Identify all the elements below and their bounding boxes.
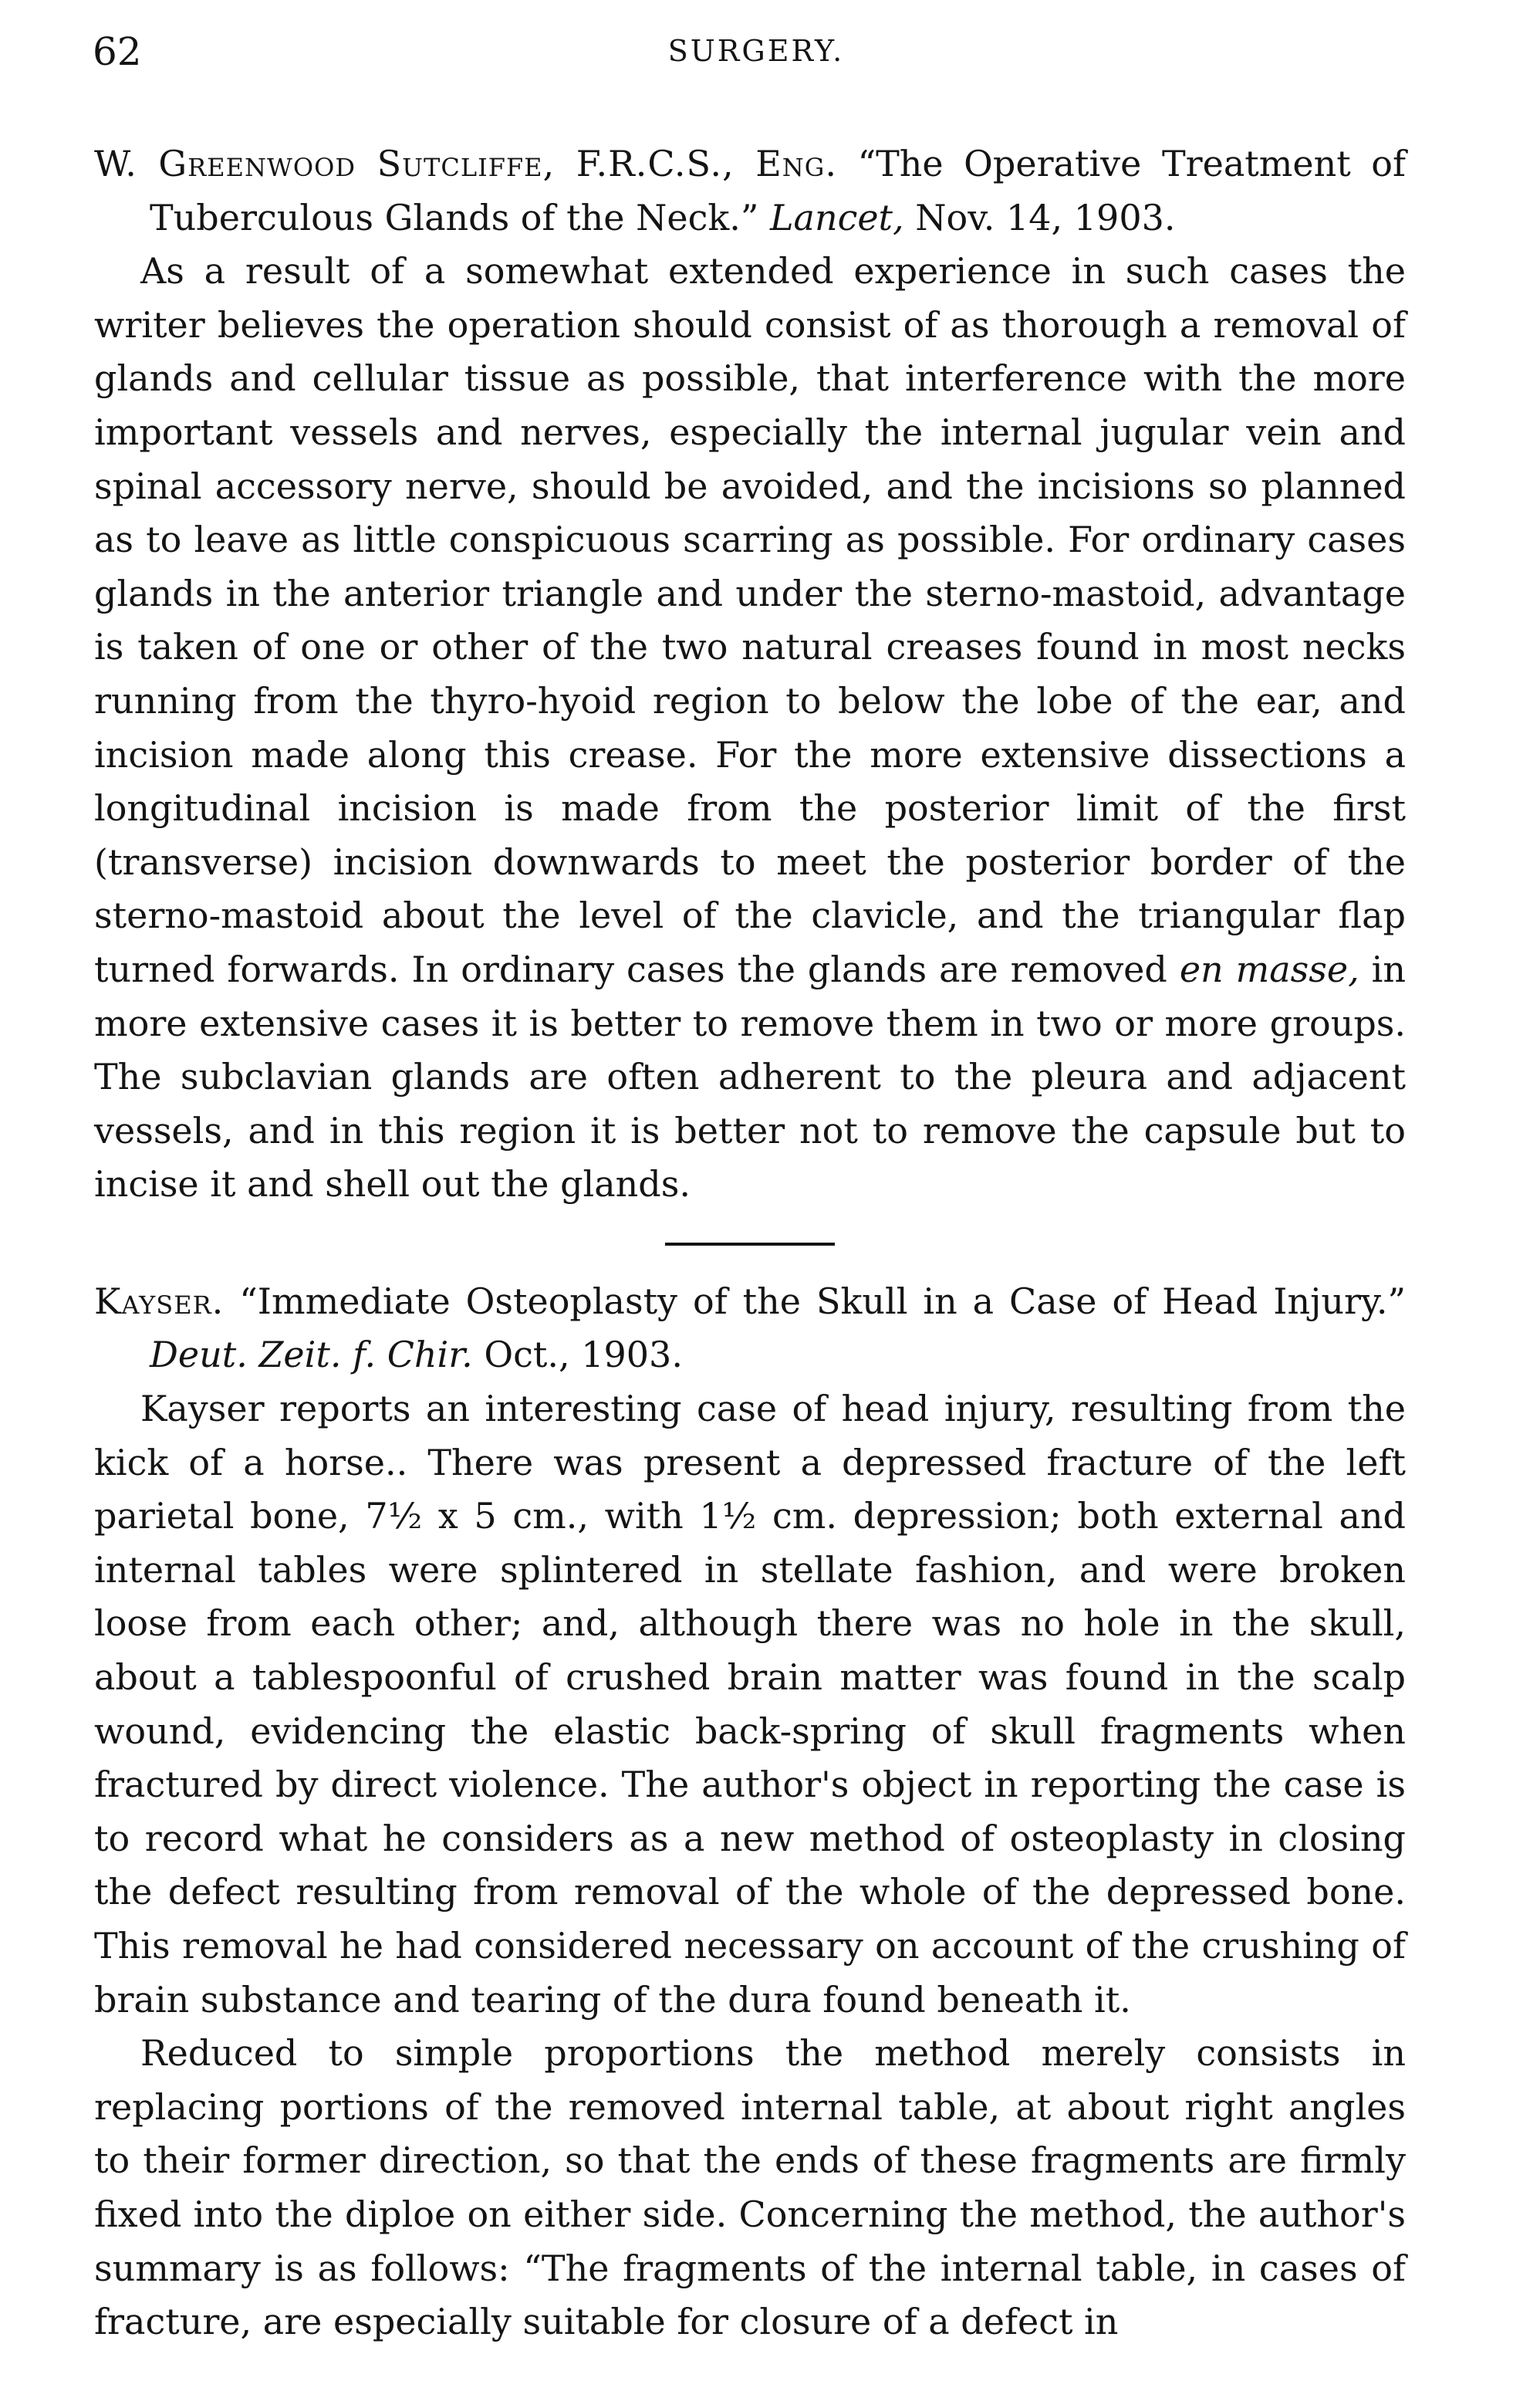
citation-sutcliffe (94, 137, 1406, 245)
paragraph-text: in more extensive cases it is better to remove them in two or more groups. The subclavian glands are often adherent to the pleura and adjacent vessels, and in this region it is better not to remove the capsule but to incise it and shell out the glands. (94, 948, 1407, 1206)
citation-journal: Deut. Zeit. f. Chir. (150, 1334, 473, 1376)
article-paragraph: Kayser reports an interesting case of head injury, resulting from the kick of a horse.. There was present a depressed fracture of the left parietal bone, 7½ x 5 cm., with 1½ cm. depression; both external and internal tables were splintered in stellate fashion, and were broken loose from each other; and, although there was no hole in the skull, about a tablespoonful of crushed brain matter was found in the scalp wound, evidencing the elastic back-spring of skull fragments when fractured by direct violence. The author's object in reporting the case is to record what he considers as a new method of osteoplasty in closing the defect resulting from removal of the whole of the depressed bone. This removal he had considered necessary on account of the crushing of brain substance and tearing of the dura found beneath it. (94, 1388, 1406, 2021)
paragraph-text: As a result of a somewhat extended experience in such cases the writer believes the operation should consist of as thorough a removal of glands and cellular tissue as possible, that interference with the more important vessels and nerves, especially the internal jugular vein and spinal accessory nerve, should be avoided, and the incisions so planned as to leave as little conspicuous scarring as possible. For ordinary cases glands in the anterior triangle and under the sterno-mastoid, advantage is taken of one or other of the two natural creases found in most necks running from the thyro-hyoid region to below the lobe of the ear, and incision made along this crease. For the more extensive dissections a longitudinal incision is made from the posterior limit of the first (transverse) incision downwards to meet the posterior border of the sterno-mastoid about the level of the clavicle, and the triangular flap turned forwards. In ordinary cases the glands are removed (94, 250, 1406, 990)
article-paragraph (94, 245, 1406, 1212)
citation-date: Nov. 14, 1903. (903, 196, 1176, 238)
page-number: 62 (93, 29, 142, 74)
citation-author: Kayser. (94, 1280, 225, 1322)
running-head (93, 29, 1420, 83)
section-divider (665, 1243, 835, 1246)
citation-date: Oct., 1903. (472, 1334, 683, 1376)
citation-title: “Immediate Osteoplasty of the Skull in a Case of Head Injury.” (224, 1280, 1406, 1322)
citation-author: W. Greenwood Sutcliffe, F.R.C.S., Eng. (94, 143, 837, 184)
page-content (94, 137, 1406, 2349)
citation-kayser (94, 1275, 1406, 1382)
italic-phrase: en masse, (1179, 948, 1359, 990)
header-title: SURGERY. (667, 34, 845, 68)
article-paragraph: Reduced to simple proportions the method merely consists in replacing portions of the removed internal table, at about right angles to their former direction, so that the ends of these fragments are firmly fixed into the diploe on either side. Concerning the method, the author's summary is as follows: “The fragments of the internal table, in cases of fracture, are especially suitable for closure of a defect in (94, 2032, 1406, 2343)
citation-title: “The Operative Treatment of Tuberculous Glands of the Neck.” (150, 143, 1407, 238)
citation-journal: Lancet, (769, 196, 904, 238)
